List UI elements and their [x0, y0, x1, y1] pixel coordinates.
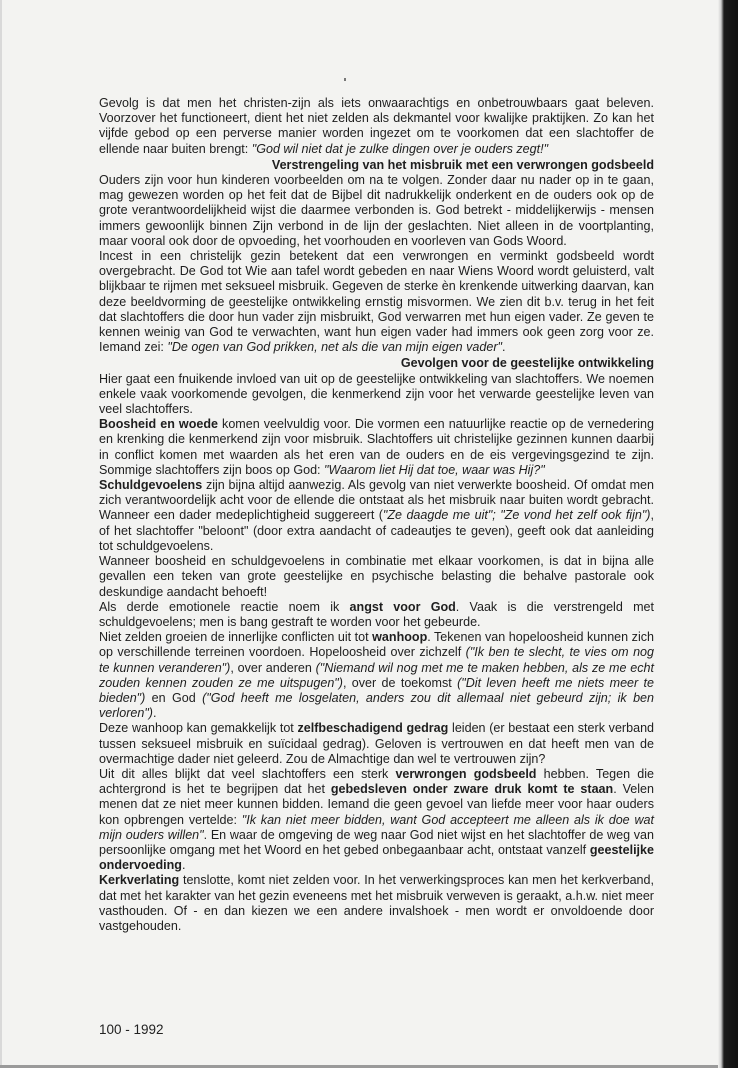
article-body	[99, 96, 654, 934]
paragraph: Niet zelden groeien de innerlijke conflicten uit tot wanhoop. Tekenen van hopeloosheid kunnen zich op verschillende terreinen voordoen. Hopeloosheid over zichzelf ("Ik ben te slecht, te vies om nog te kunnen veranderen"), over anderen ("Niemand wil nog met me te maken hebben, als ze me echt zouden kennen zouden ze me uitspugen"), over de toekomst ("Dit leven heeft me niets meer te bieden") en God ("God heeft me losgelaten, anders zou dit allemaal niet gebeurd zijn; ik ben verloren").	[99, 630, 655, 721]
paragraph: Hier gaat een fnuikende invloed van uit op de geestelijke ontwikkeling van slachtoffers. We noemen enkele vaak voorkomende gevolgen, die kenmerkend zijn voor het verwarde geestelijke leven van veel slachtoffers.	[99, 371, 654, 417]
paragraph: Wanneer boosheid en schuldgevoelens in combinatie met elkaar voorkomen, is dat in bijna alle gevallen een teken van grote geestelijke en psychische belasting die behalve pastorale ook deskundige aandacht behoeft!	[99, 554, 654, 599]
page-left-edge	[0, 0, 2, 1068]
paragraph: Incest in een christelijk gezin betekent dat een verwrongen en verminkt godsbeeld wordt overgebracht. De God tot Wie aan tafel wordt gebeden en naar Wiens Woord wordt geluisterd, valt blijkbaar te rijmen met seksueel misbruik. Gegeven de sterke èn krenkende uitwerking daarvan, kan deze beeldvorming de geestelijke ontwikkeling ernstig misvormen. We zien dit b.v. terug in het feit dat slachtoffers die door hun vader zijn misbruikt, God verwarren met hun eigen vader. Ze geven te kennen weinig van God te verwachten, want hun eigen vader had immers ook geen zorg voor ze. Iemand zei: "De ogen van God prikken, net als die van mijn eigen vader".	[99, 249, 654, 355]
paragraph: Als derde emotionele reactie noem ik angst voor God. Vaak is die verstrengeld met schuldgevoelens; men is bang gestraft te worden voor het gebeurde.	[99, 599, 654, 629]
section-heading-gevolgen: Gevolgen voor de geestelijke ontwikkeling	[400, 356, 654, 371]
paragraph: Deze wanhoop kan gemakkelijk tot zelfbeschadigend gedrag leiden (er bestaat een sterk verband tussen seksueel misbruik en suïcidaal gedrag). Geloven is vertrouwen en dat heeft men van de overmachtige dader niet geleerd. Zou de Almachtige dan wel te vertrouwen zijn?	[99, 721, 655, 766]
paragraph: Kerkverlating tenslotte, komt niet zelden voor. In het verwerkingsproces kan men het kerkverband, dat met het karakter van het gezin eveneens met het misbruik verweven is geraakt, a.h.w. niet meer vasthouden. Of - en dan kiezen we een andere invalshoek - men wordt er onvoldoende door vastgehouden.	[99, 873, 654, 933]
paragraph: Ouders zijn voor hun kinderen voorbeelden om na te volgen. Zonder daar nu nader op in te gaan, mag gewezen worden op het feit dat de Bijbel dit nadrukkelijk onderkent en de ouders ook op de grote verantwoordelijkheid wijst die daarmee verbonden is. God betrekt - middelijkerwijs - mensen immers gewoonlijk binnen Zijn verbond in de lijn der geslachten. Niet alleen in de voortplanting, maar vooral ook door de opvoeding, het voorhouden en voorleven van Gods Woord.	[99, 173, 654, 248]
paragraph: Uit dit alles blijkt dat veel slachtoffers een sterk verwrongen godsbeeld hebben. Tegen die achtergrond is het te begrijpen dat het gebedsleven onder zware druk komt te staan. Velen menen dat ze niet meer kunnen bidden. Iemand die geen gevoel van liefde meer voor haar ouders kon opbrengen vertelde: "Ik kan niet meer bidden, want God accepteert me alleen als ik doe wat mijn ouders willen". En waar de omgeving de weg naar God niet wijst en het slachtoffer de weg van persoonlijke omgang met het Woord en het gebed onbegaanbaar acht, ontstaat vanzelf geestelijke ondervoeding.	[99, 766, 655, 873]
paragraph: Gevolg is dat men het christen-zijn als iets onwaarachtigs en onbetrouwbaars gaat beleven. Voorzover het functioneert, dient het niet zelden als dekmantel voor kwalijke praktijken. Zo kan het vijfde gebod op een perverse manier worden ingezet om te voorkomen dat een slachtoffer de ellende naar buiten brengt: "God wil niet dat je zulke dingen over je ouders zegt!"	[99, 96, 654, 156]
print-speck	[344, 78, 346, 81]
section-heading-verstrengeling: Verstrengeling van het misbruik met een verwrongen godsbeeld	[271, 157, 654, 172]
paragraph: Schuldgevoelens zijn bijna altijd aanwezig. Als gevolg van niet verwerkte boosheid. Of omdat men zich verantwoordelijk acht voor de ellende die ontstaat als het misbruik naar buiten wordt gebracht. Wanneer een dader medeplichtigheid suggereert ("Ze daagde me uit"; "Ze vond het zelf ook fijn"), of het slachtoffer "beloont" (door extra aandacht of cadeautjes te geven), geeft ook dat aanleiding tot schuldgevoelens.	[99, 478, 654, 553]
page-footer: 100 - 1992	[99, 1022, 164, 1037]
book-spine-shadow	[718, 0, 738, 1068]
paragraph: Boosheid en woede komen veelvuldig voor. Die vormen een natuurlijke reactie op de vernedering en krenking die kenmerkend zijn voor misbruik. Slachtoffers uit christelijke gezinnen kunnen daarbij in conflict komen met waarden als het eren van de ouders en de eis vergevingsgezind te zijn. Sommige slachtoffers zijn boos op God: "Waarom liet Hij dat toe, waar was Hij?"	[99, 417, 654, 477]
